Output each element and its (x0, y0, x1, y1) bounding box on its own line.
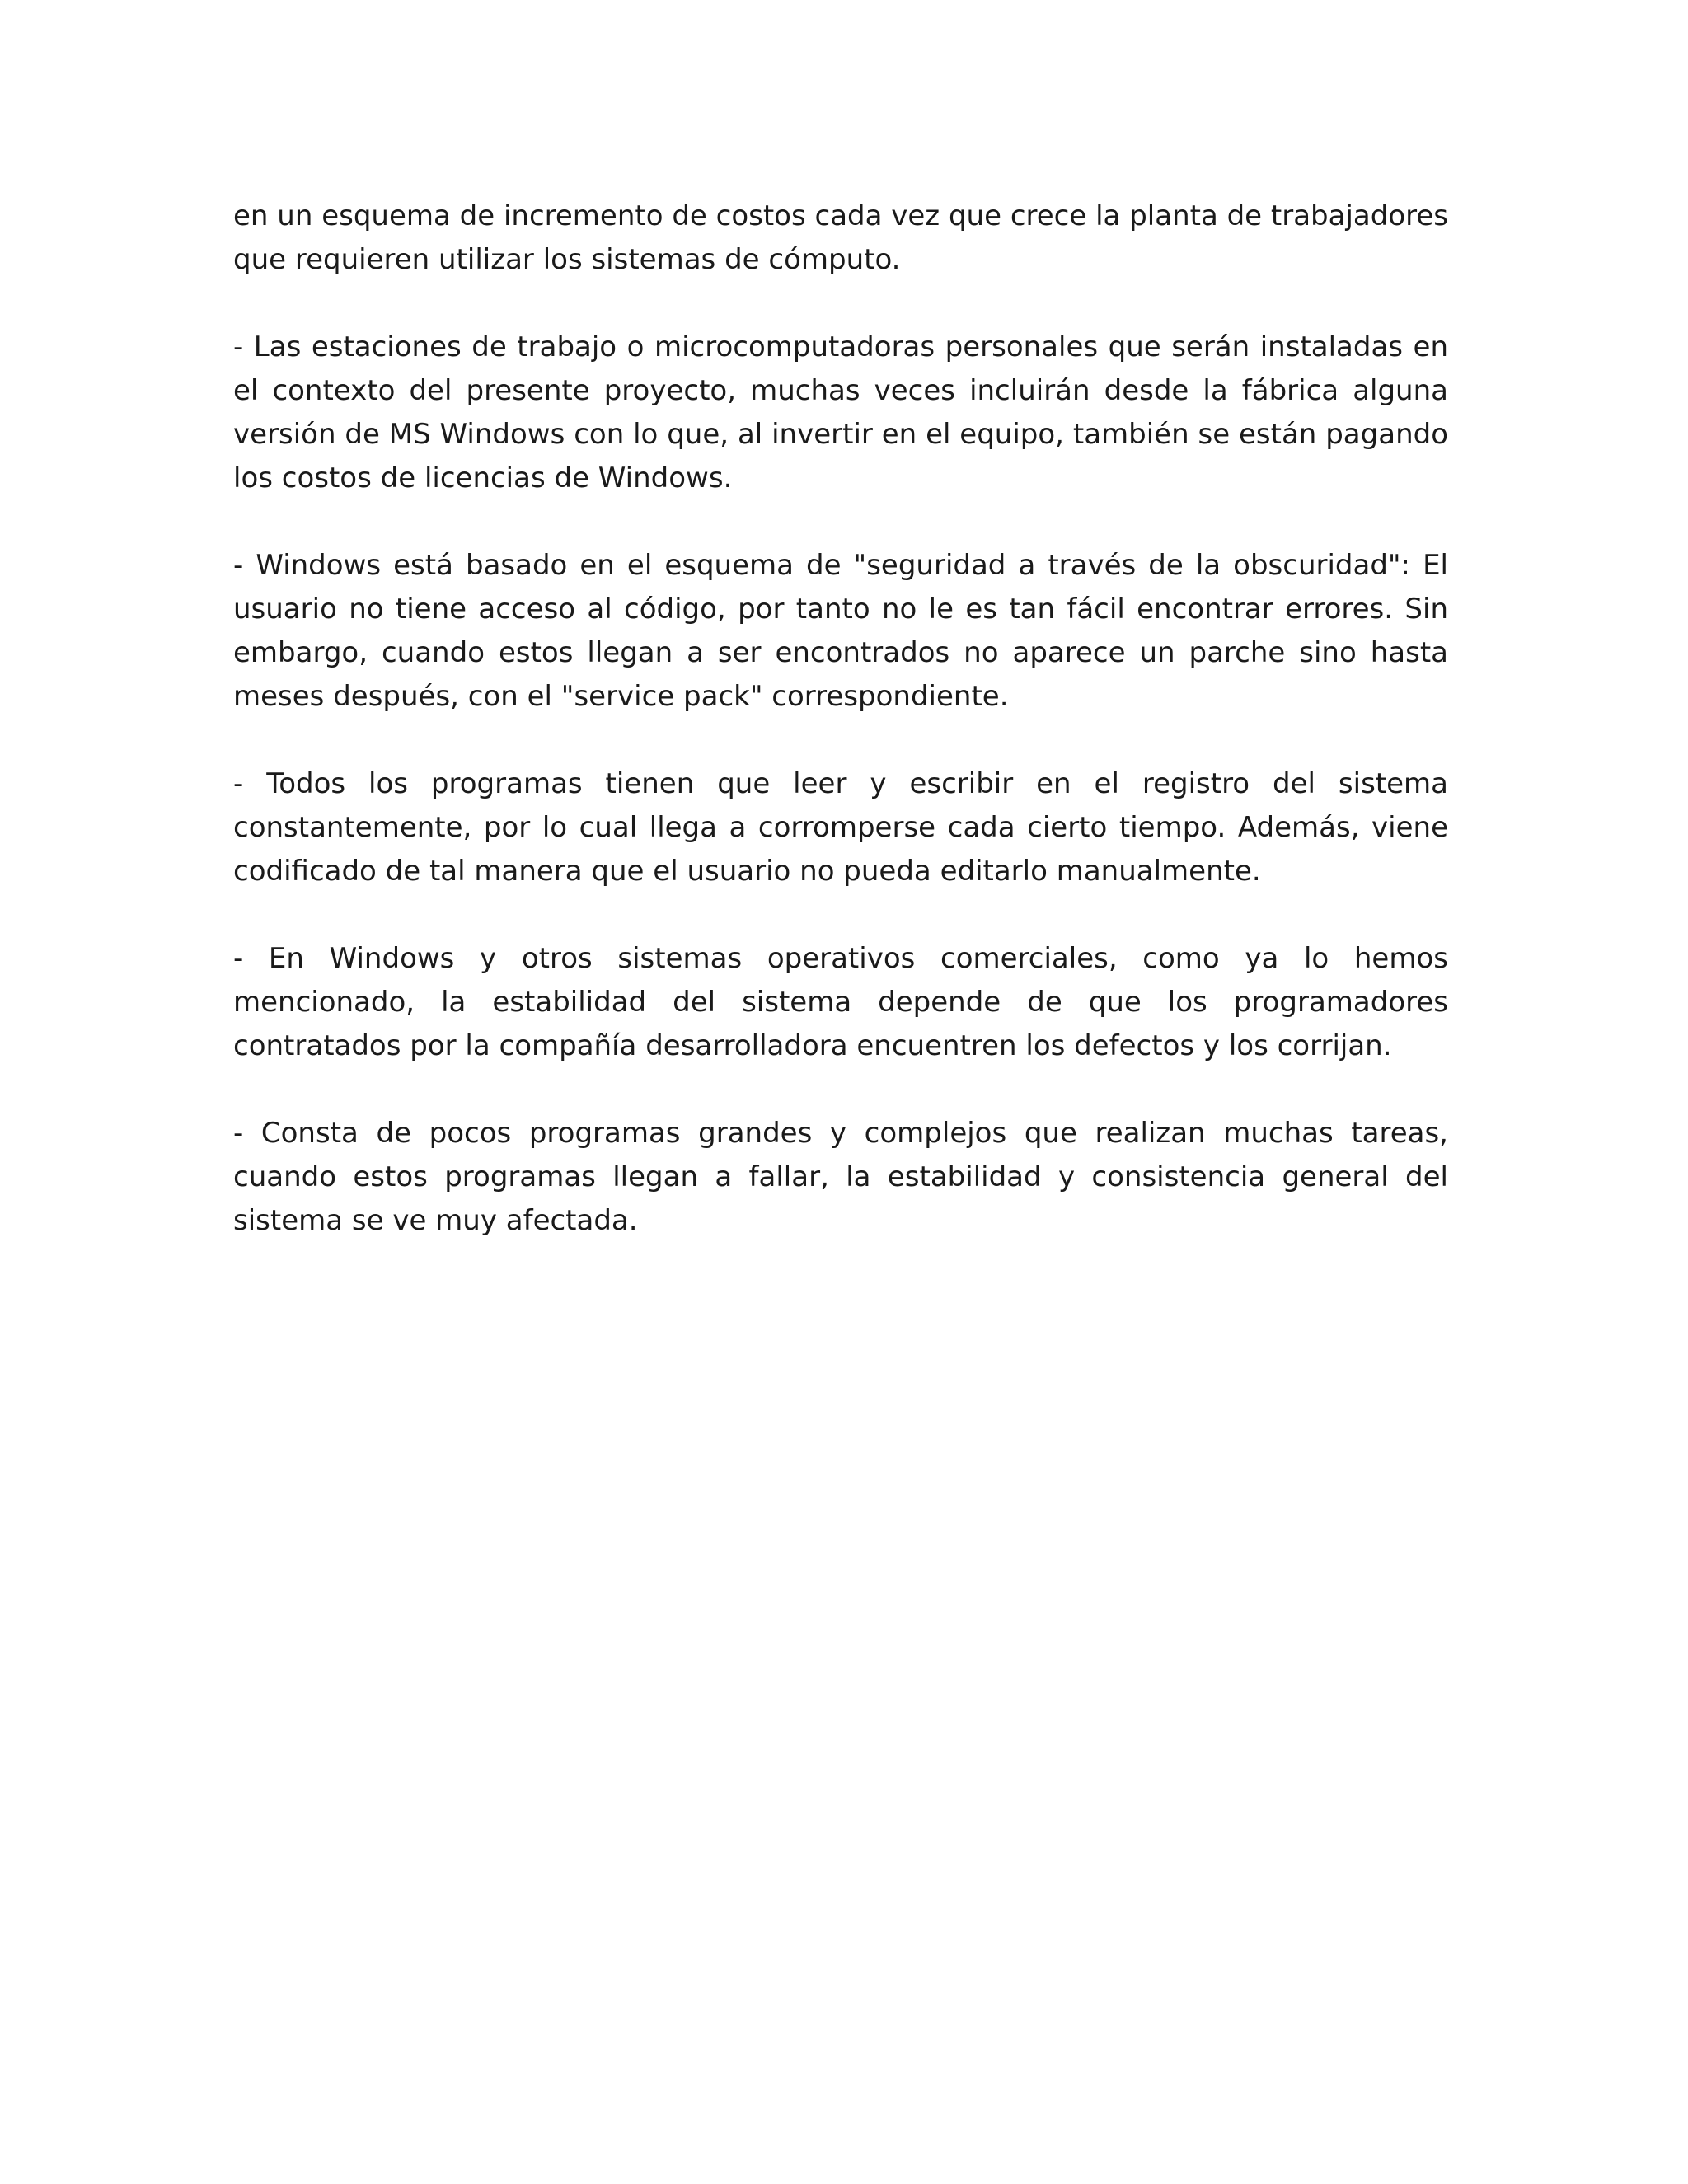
paragraph-6: - Consta de pocos programas grandes y complejos que realizan muchas tareas, cuando estos programas llegan a fallar, la estabilidad y consistencia general del sistema se ve muy afectada. (233, 1117, 1448, 1237)
document-body (233, 194, 1448, 1243)
paragraph-3: - Windows está basado en el esquema de "seguridad a través de la obscuridad": El usuario no tiene acceso al código, por tanto no le es tan fácil encontrar errores. Sin embargo, cuando estos llegan a ser encontrados no aparece un parche sino hasta meses después, con el "service pack" correspondiente. (233, 549, 1448, 713)
paragraph-5: - En Windows y otros sistemas operativos comerciales, como ya lo hemos mencionado, la estabilidad del sistema depende de que los programadores contratados por la compañía desarrolladora encuentren los defectos y los corrijan. (233, 942, 1448, 1062)
paragraph-2: - Las estaciones de trabajo o microcomputadoras personales que serán instaladas en el contexto del presente proyecto, muchas veces incluirán desde la fábrica alguna versión de MS Windows con lo que, al invertir en el equipo, también se están pagando los costos de licencias de Windows. (233, 330, 1448, 494)
paragraph-4: - Todos los programas tienen que leer y escribir en el registro del sistema constantemente, por lo cual llega a corromperse cada cierto tiempo. Además, viene codificado de tal manera que el usuario no pueda editarlo manualmente. (233, 767, 1448, 888)
paragraph-1: en un esquema de incremento de costos cada vez que crece la planta de trabajadores que requieren utilizar los sistemas de cómputo. (233, 199, 1448, 276)
